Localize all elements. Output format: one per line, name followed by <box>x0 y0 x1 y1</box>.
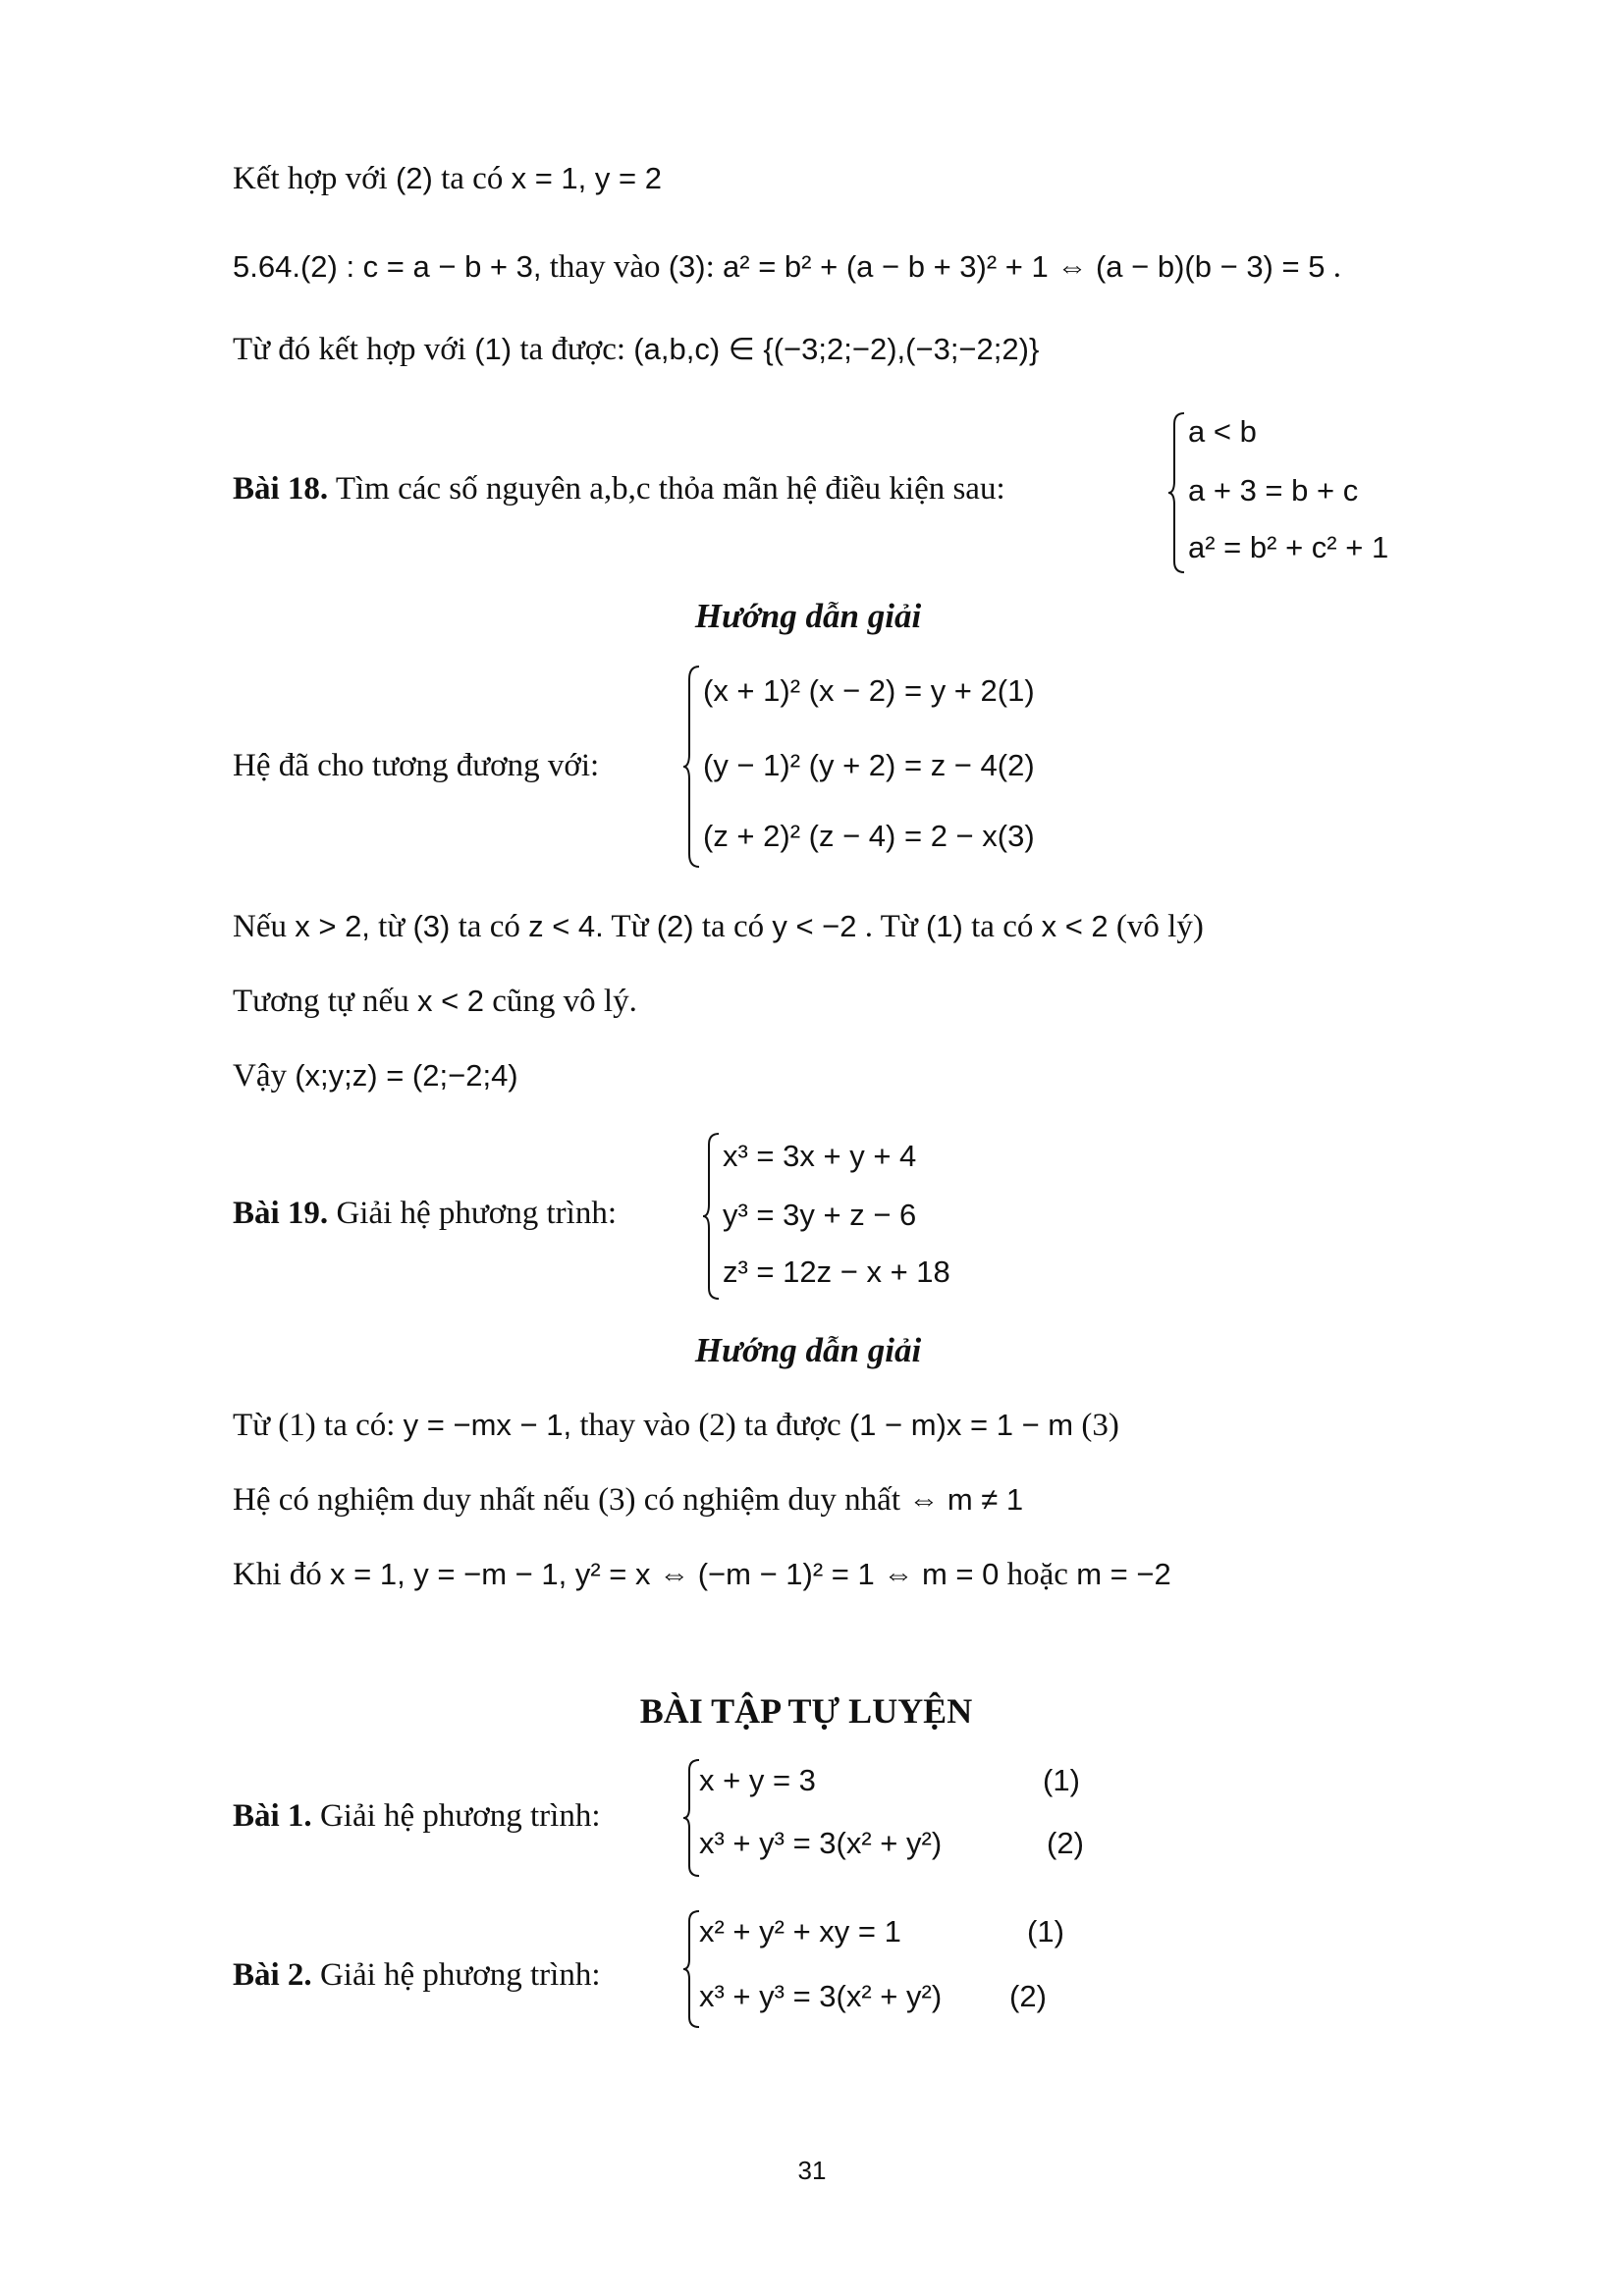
equation-system <box>701 1131 996 1302</box>
math: (2) <box>395 161 433 195</box>
text: . <box>1325 249 1341 285</box>
text: Từ (1) ta có: <box>233 1408 404 1443</box>
equation: x³ + y³ = 3(x² + y²) <box>699 1979 943 2013</box>
brace-icon <box>1166 410 1186 575</box>
text: từ <box>369 909 413 944</box>
problem-statement <box>233 1796 600 1836</box>
equation-tag: (2) <box>1047 1826 1084 1860</box>
math: m = −2 <box>1076 1557 1171 1591</box>
text-line <box>233 907 1204 946</box>
problem-text: Giải hệ phương trình: <box>328 1196 617 1231</box>
equation: (x + 1)² (x − 2) = y + 2(1) <box>703 673 1035 708</box>
problem-label: Bài 18. <box>233 471 329 507</box>
text: Tương tự nếu <box>233 984 417 1019</box>
math: (x;y;z) = (2;−2;4) <box>295 1058 518 1093</box>
problem-label: Bài 1. <box>233 1798 312 1834</box>
problem-text: Giải hệ phương trình: <box>311 1957 601 1993</box>
section-heading: Hướng dẫn giải <box>694 1331 922 1369</box>
equation: a < b <box>1188 414 1257 449</box>
equation-system <box>681 664 1074 870</box>
section-title: BÀI TẬP TỰ LUYỆN <box>639 1691 973 1731</box>
text-line <box>233 1480 1023 1520</box>
brace-icon <box>681 664 701 870</box>
equation-tag: (1) <box>1027 1914 1064 1949</box>
problem-statement <box>233 1955 600 1995</box>
page-number: 31 <box>797 2156 827 2185</box>
equation: x³ + y³ = 3(x² + y²) <box>699 1826 943 1860</box>
text: Vậy <box>233 1058 296 1094</box>
math: a² = b² + (a − b + 3)² + 1 ⇔ (a − b)(b − 3) = 5 <box>723 249 1326 284</box>
text: thay vào <box>541 249 669 285</box>
equation: a² = b² + c² + 1 <box>1188 530 1389 564</box>
problem-label: Bài 2. <box>233 1957 312 1993</box>
text: Hệ có nghiệm duy nhất nếu (3) có nghiệm duy nhất <box>233 1482 909 1518</box>
text-line <box>233 982 637 1021</box>
math: 5.64.(2) : c = a − b + 3, <box>233 249 542 284</box>
text: thay vào (2) ta được <box>571 1408 849 1443</box>
math: x = 1, y = −m − 1, y² = x ⇔ (−m − 1)² = 1 ⇔ m = 0 <box>330 1557 1000 1591</box>
math: (3) <box>412 909 451 943</box>
text: Kết hợp với <box>233 161 396 196</box>
text: ta có <box>432 161 512 196</box>
math: ⇔ m ≠ 1 <box>908 1482 1024 1517</box>
equation: a + 3 = b + c <box>1188 473 1359 507</box>
text: (3) <box>1073 1408 1119 1443</box>
equation: x² + y² + xy = 1 <box>699 1914 901 1949</box>
math: (1) <box>474 332 513 366</box>
math: y < −2 <box>772 909 857 943</box>
equation: z³ = 12z − x + 18 <box>723 1255 950 1289</box>
problem-statement <box>233 1194 617 1233</box>
equation: y³ = 3y + z − 6 <box>723 1198 917 1232</box>
equation-tag: (2) <box>1009 1979 1047 2013</box>
problem-label: Bài 19. <box>233 1196 329 1231</box>
equation-system <box>1166 410 1461 575</box>
text: hoặc <box>999 1557 1077 1592</box>
math: (2) <box>656 909 694 943</box>
text: ta được: <box>512 332 634 367</box>
text: : <box>705 249 724 285</box>
text: . Từ <box>856 909 926 944</box>
equation-tag: (1) <box>1043 1763 1080 1797</box>
text: cũng vô lý. <box>484 984 637 1019</box>
text: Khi đó <box>233 1557 330 1592</box>
math: x > 2, <box>295 909 370 943</box>
equation: x + y = 3 <box>699 1763 816 1797</box>
text: ta có <box>693 909 773 944</box>
math: (a,b,c) ∈ {(−3;2;−2),(−3;−2;2)} <box>633 332 1040 366</box>
equation: (y − 1)² (y + 2) = z − 4(2) <box>703 748 1035 782</box>
problem-text: Giải hệ phương trình: <box>311 1798 601 1834</box>
brace-icon <box>701 1131 721 1302</box>
text-line <box>233 1056 518 1095</box>
math: x = 1, y = 2 <box>511 161 662 195</box>
text-line <box>233 330 1039 369</box>
text: Nếu <box>233 909 296 944</box>
text: Từ <box>603 909 657 944</box>
equation: x³ = 3x + y + 4 <box>723 1139 917 1173</box>
problem-statement <box>233 469 1005 508</box>
text: (vô lý) <box>1108 909 1204 944</box>
text-line <box>233 247 1341 287</box>
section-heading: Hướng dẫn giải <box>694 597 922 635</box>
text: Từ đó kết hợp với <box>233 332 475 367</box>
text: ta có <box>962 909 1042 944</box>
brace-icon <box>681 1757 701 1879</box>
math: z < 4. <box>528 909 604 943</box>
problem-text: Tìm các số nguyên a,b,c thỏa mãn hệ điều kiện sau: <box>328 471 1005 507</box>
text-line <box>233 746 599 785</box>
math: (3) <box>668 249 706 284</box>
text: ta có <box>450 909 529 944</box>
math: x < 2 <box>416 984 485 1018</box>
text-line <box>233 1555 1171 1594</box>
text-line <box>233 159 662 198</box>
equation: (z + 2)² (z − 4) = 2 − x(3) <box>703 819 1035 853</box>
brace-icon <box>681 1908 701 2030</box>
math: (1 − m)x = 1 − m <box>848 1408 1074 1442</box>
math: (1) <box>925 909 963 943</box>
math: x < 2 <box>1041 909 1109 943</box>
equation-system <box>681 1757 1094 1879</box>
text-line <box>233 1406 1119 1445</box>
math: y = −mx − 1, <box>403 1408 572 1442</box>
text: Hệ đã cho tương đương với: <box>233 748 600 783</box>
